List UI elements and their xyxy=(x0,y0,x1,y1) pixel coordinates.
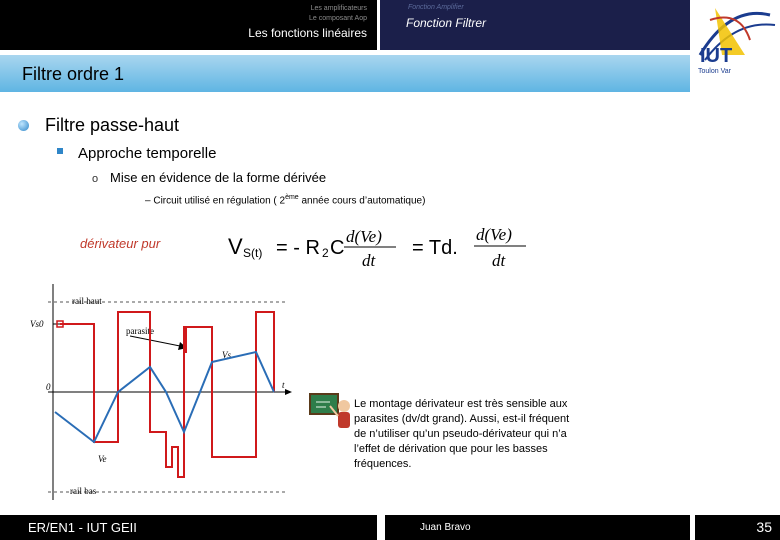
zero-label: 0 xyxy=(46,382,51,392)
bullet-circle-icon xyxy=(18,120,29,131)
x-axis-arrow xyxy=(285,389,292,395)
vs-label: Vs xyxy=(222,350,231,360)
iut-logo xyxy=(690,0,780,90)
formula-frac-num: d(Ve) xyxy=(346,227,382,246)
nav-composant-aop[interactable]: Le composant Aop xyxy=(309,15,367,22)
header-mid-panel xyxy=(380,0,690,50)
formula-frac-den: dt xyxy=(362,251,376,270)
formula-c: C xyxy=(330,237,345,259)
logo-subtext: Toulon Var xyxy=(698,68,731,75)
level4-pre: Circuit utilisé en régulation ( 2 xyxy=(153,195,286,207)
bullet-square-icon xyxy=(57,148,63,154)
ve-label: Ve xyxy=(98,454,107,464)
footer-course: ER/EN1 - IUT GEII xyxy=(28,520,137,535)
ve-waveform xyxy=(55,352,274,442)
header-left-panel xyxy=(0,0,377,50)
note-text: Le montage dérivateur est très sensible aux parasites (dv/dt grand). Aussi, est-il fréquent de n’utiliser qu’un pseudo-dérivateur qui n’a l’effet de dérivation que pour les basses fréquences. xyxy=(354,398,570,470)
nav-amplificateurs[interactable]: Les amplificateurs xyxy=(310,5,367,12)
level3-text: Mise en évidence de la forme dérivée xyxy=(110,170,327,185)
rail-bas-label: rail bas xyxy=(70,486,97,496)
formula-frac2-num: d(Ve) xyxy=(476,225,512,244)
level2-text: Approche temporelle xyxy=(78,145,217,162)
level4-sup: ème xyxy=(285,194,299,201)
waveform-figure xyxy=(20,282,300,502)
footer-right xyxy=(695,515,780,540)
teacher-icon xyxy=(308,388,354,434)
slide-title: Filtre ordre 1 xyxy=(22,64,125,84)
parasite-label: parasite xyxy=(126,326,154,336)
formula-eq2: = Td. xyxy=(412,237,458,259)
page-number: 35 xyxy=(756,519,772,535)
formula-lhs-sub: S(t) xyxy=(243,246,263,260)
level4-text: – Circuit utilisé en régulation ( 2ème année cours d’automatique) xyxy=(145,194,426,207)
derivateur-label: dérivateur pur xyxy=(80,236,161,251)
formula-r-sub: 2 xyxy=(322,246,329,260)
formula-eq: = - R xyxy=(276,237,320,259)
bullet-o-icon: o xyxy=(92,173,99,185)
level1-text: Filtre passe-haut xyxy=(45,115,180,135)
nav-fonctions-lineaires[interactable]: Les fonctions linéaires xyxy=(248,26,367,40)
formula-frac2-den: dt xyxy=(492,251,506,270)
logo-icon xyxy=(690,0,780,90)
vs0-label: Vs0 xyxy=(30,319,44,329)
parasite-arrow-line xyxy=(130,336,180,346)
footer-author: Juan Bravo xyxy=(420,522,471,533)
rail-haut-label: rail haut xyxy=(72,296,102,306)
title-bar xyxy=(0,55,690,92)
nav-fonction-filtrer[interactable]: Fonction Filtrer xyxy=(406,16,487,30)
nav-fonction-amplifier[interactable]: Fonction Amplifier xyxy=(408,4,464,11)
t-label: t xyxy=(282,380,285,390)
level4-post: année cours d’automatique) xyxy=(298,195,426,207)
formula-lhs: V xyxy=(228,234,243,259)
formula xyxy=(228,222,538,272)
footer-left xyxy=(0,515,377,540)
footer-mid xyxy=(385,515,690,540)
logo-text: IUT xyxy=(700,45,733,67)
